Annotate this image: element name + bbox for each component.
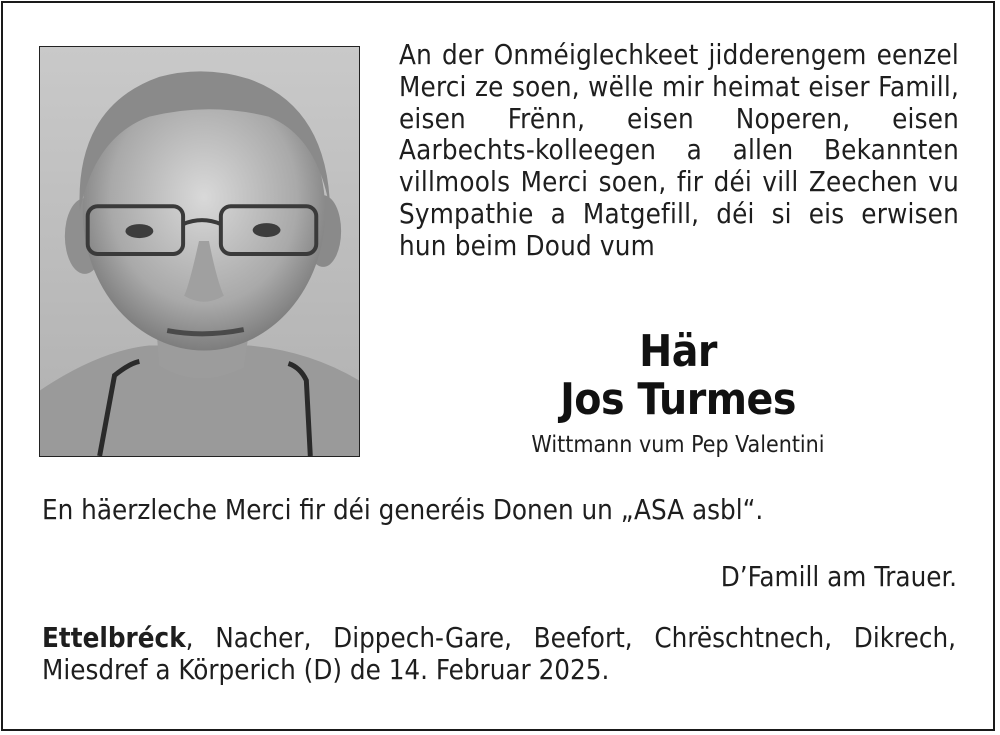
places-and-date xyxy=(42,623,956,686)
thanks-text: En häerzleche Merci fir déi generéis Donen un „ASA asbl“. xyxy=(42,494,764,526)
intro-text: An der Onméiglechkeet jidderengem eenzel Merci ze soen, wëlle mir heimat eiser Famill, eisen Frënn, eisen Noperen, eisen Aarbechts-kolleegen a allen Bekannten villmools Merci soen, fir déi vill Zeechen vu Sympathie a Matgefill, déi si eis erwisen hun beim Doud vum xyxy=(399,39,959,262)
spouse-line: Wittmann vum Pep Valentini xyxy=(531,432,825,458)
deceased-name: Jos Turmes xyxy=(560,374,796,425)
place-rest: , Nacher, Dippech-Gare, Beefort, Chrëschtnech, Dikrech, Miesdref a Körperich (D) de 14. Februar 2025. xyxy=(42,622,956,686)
portrait-image xyxy=(40,47,359,456)
signature: D’Famill am Trauer. xyxy=(720,561,957,593)
portrait-photo xyxy=(39,46,360,457)
title-honorific: Här xyxy=(639,326,717,377)
place-main: Ettelbréck xyxy=(42,622,186,654)
